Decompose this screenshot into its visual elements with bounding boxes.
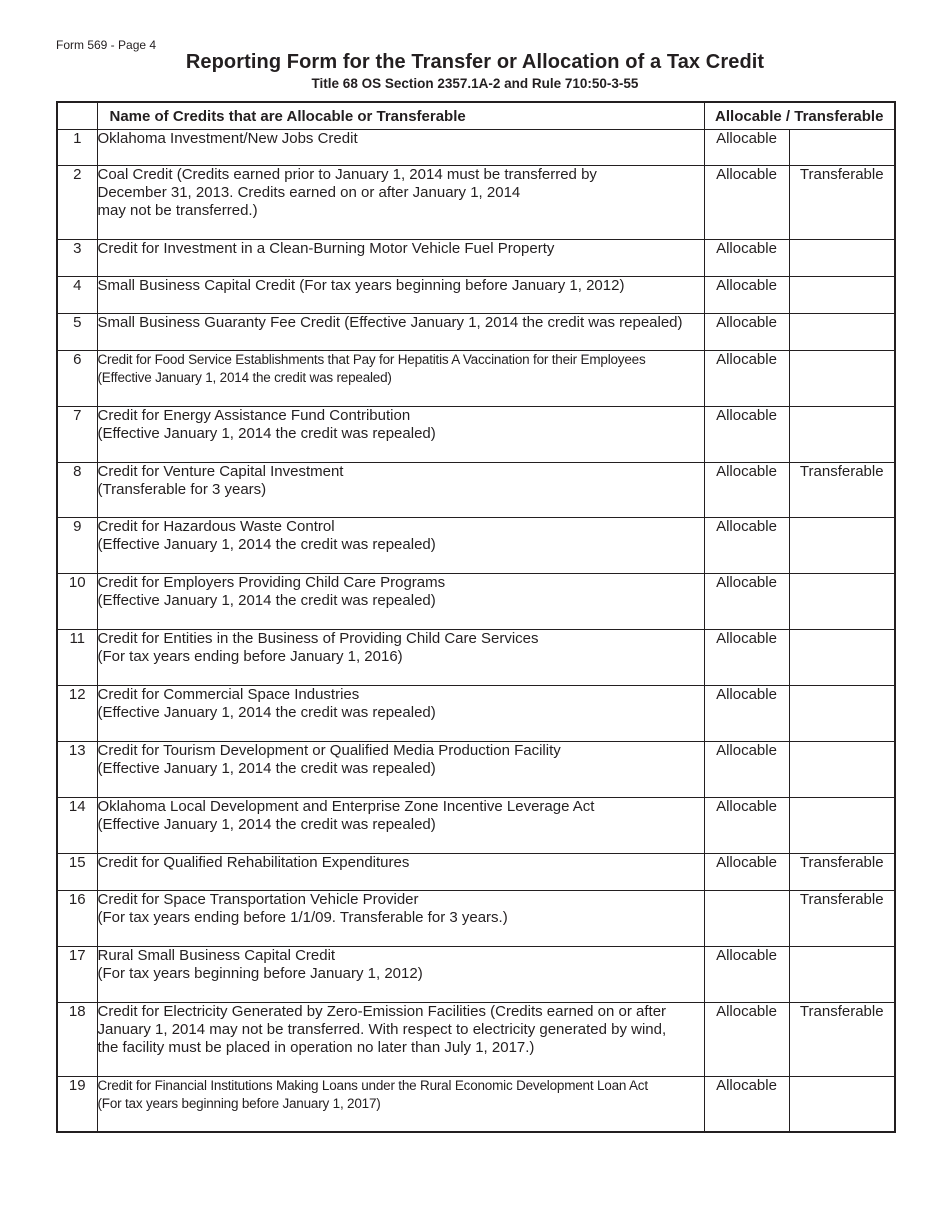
credit-name <box>97 407 704 463</box>
credit-name-line: Rural Small Business Capital Credit <box>97 947 336 964</box>
allocable-cell: Allocable <box>704 574 789 630</box>
credit-name-line: Coal Credit (Credits earned prior to January 1, 2014 must be transferred by <box>97 166 597 183</box>
credit-name-line: (Effective January 1, 2014 the credit was repealed) <box>97 592 436 609</box>
allocable-cell: Allocable <box>704 686 789 742</box>
transferable-cell: Transferable <box>789 854 895 891</box>
allocable-cell: Allocable <box>704 351 789 407</box>
row-number: 5 <box>57 314 97 351</box>
credit-name-line: (Effective January 1, 2014 the credit was repealed) <box>97 536 436 553</box>
row-number: 3 <box>57 240 97 277</box>
credit-name-line: Oklahoma Local Development and Enterprise Zone Incentive Leverage Act <box>97 798 595 815</box>
credit-name-line: December 31, 2013. Credits earned on or after January 1, 2014 <box>97 184 521 201</box>
credit-name <box>97 686 704 742</box>
row-number: 4 <box>57 277 97 314</box>
credit-name-line: (Transferable for 3 years) <box>97 481 267 498</box>
allocable-cell: Allocable <box>704 1077 789 1132</box>
transferable-cell <box>789 1077 895 1132</box>
row-number: 18 <box>57 1003 97 1077</box>
credit-name-line: may not be transferred.) <box>97 202 258 219</box>
transferable-cell: Transferable <box>789 463 895 518</box>
credit-name-line: (For tax years beginning before January 1, 2017) <box>97 1096 381 1111</box>
form-title: Reporting Form for the Transfer or Allocation of a Tax Credit <box>185 51 765 73</box>
row-number: 7 <box>57 407 97 463</box>
allocable-cell: Allocable <box>704 947 789 1003</box>
credit-name <box>97 351 704 407</box>
allocable-cell: Allocable <box>704 854 789 891</box>
credit-name-line: Credit for Tourism Development or Qualified Media Production Facility <box>97 742 561 759</box>
credit-name <box>97 240 704 277</box>
credits-table <box>56 101 896 1133</box>
row-number: 6 <box>57 351 97 407</box>
credit-name <box>97 166 704 240</box>
transferable-cell <box>789 798 895 854</box>
row-number: 10 <box>57 574 97 630</box>
credit-name <box>97 277 704 314</box>
credit-name-line: Credit for Commercial Space Industries <box>97 686 360 703</box>
allocable-cell: Allocable <box>704 518 789 574</box>
table-row <box>57 798 895 854</box>
allocable-cell: Allocable <box>704 630 789 686</box>
table-header-row <box>57 102 895 130</box>
row-number: 13 <box>57 742 97 798</box>
credit-name-line: Credit for Venture Capital Investment <box>97 463 344 480</box>
form-page-label: Form 569 - Page 4 <box>56 38 157 52</box>
transferable-cell <box>789 947 895 1003</box>
credit-name <box>97 518 704 574</box>
transferable-cell <box>789 314 895 351</box>
allocable-cell: Allocable <box>704 314 789 351</box>
allocable-cell: Allocable <box>704 798 789 854</box>
transferable-cell <box>789 518 895 574</box>
credit-name-line: Credit for Financial Institutions Making Loans under the Rural Economic Development Loan Act <box>97 1078 648 1093</box>
allocable-cell <box>704 891 789 947</box>
credit-name-line: (Effective January 1, 2014 the credit was repealed) <box>97 425 436 442</box>
table-row <box>57 130 895 166</box>
credit-name-column-header: Name of Credits that are Allocable or Transferable <box>97 102 704 130</box>
allocable-cell: Allocable <box>704 130 789 166</box>
table-row <box>57 463 895 518</box>
credit-name <box>97 742 704 798</box>
credit-name-line: Credit for Space Transportation Vehicle Provider <box>97 891 419 908</box>
credit-name-line: (Effective January 1, 2014 the credit was repealed) <box>97 370 392 385</box>
credit-name-line: Credit for Hazardous Waste Control <box>97 518 335 535</box>
table-row <box>57 891 895 947</box>
transferable-cell <box>789 574 895 630</box>
credit-name-line: Credit for Electricity Generated by Zero-Emission Facilities (Credits earned on or after <box>97 1003 667 1020</box>
credit-rows <box>57 130 895 1132</box>
credit-name-line: Credit for Energy Assistance Fund Contribution <box>97 407 411 424</box>
form-subtitle: Title 68 OS Section 2357.1A-2 and Rule 710:50-3-55 <box>311 76 639 91</box>
credit-name-line: Small Business Capital Credit (For tax years beginning before January 1, 2012) <box>97 277 625 294</box>
table-row <box>57 277 895 314</box>
allocable-cell: Allocable <box>704 742 789 798</box>
table-row <box>57 686 895 742</box>
credit-name <box>97 630 704 686</box>
row-number: 15 <box>57 854 97 891</box>
table-row <box>57 240 895 277</box>
table-row <box>57 351 895 407</box>
row-number: 16 <box>57 891 97 947</box>
number-column-header <box>57 102 97 130</box>
row-number: 11 <box>57 630 97 686</box>
credit-name-line: (Effective January 1, 2014 the credit was repealed) <box>97 816 436 833</box>
transferable-cell <box>789 407 895 463</box>
credit-name <box>97 1003 704 1077</box>
credit-name-line: Credit for Investment in a Clean-Burning Motor Vehicle Fuel Property <box>97 240 555 257</box>
credit-name-line: (For tax years ending before 1/1/09. Transferable for 3 years.) <box>97 909 508 926</box>
row-number: 14 <box>57 798 97 854</box>
table-row <box>57 630 895 686</box>
credit-name <box>97 854 704 891</box>
transferable-cell: Transferable <box>789 1003 895 1077</box>
transferable-cell <box>789 742 895 798</box>
row-number: 19 <box>57 1077 97 1132</box>
allocable-cell: Allocable <box>704 166 789 240</box>
transferable-cell <box>789 351 895 407</box>
allocable-cell: Allocable <box>704 407 789 463</box>
credit-name <box>97 314 704 351</box>
credit-name <box>97 130 704 166</box>
credit-name <box>97 1077 704 1132</box>
credit-name-line: (Effective January 1, 2014 the credit was repealed) <box>97 704 436 721</box>
transferable-cell: Transferable <box>789 891 895 947</box>
table-row <box>57 742 895 798</box>
table-row <box>57 1003 895 1077</box>
transferable-cell <box>789 277 895 314</box>
row-number: 17 <box>57 947 97 1003</box>
credit-name-line: Small Business Guaranty Fee Credit (Effective January 1, 2014 the credit was repealed) <box>97 314 683 331</box>
credit-name-line: Credit for Employers Providing Child Care Programs <box>97 574 446 591</box>
allocable-cell: Allocable <box>704 240 789 277</box>
credit-name <box>97 947 704 1003</box>
row-number: 8 <box>57 463 97 518</box>
table-row <box>57 314 895 351</box>
transferable-cell <box>789 686 895 742</box>
table-row <box>57 166 895 240</box>
credit-name <box>97 891 704 947</box>
credit-name-line: (For tax years beginning before January 1, 2012) <box>97 965 423 982</box>
credit-name-line: (For tax years ending before January 1, 2016) <box>97 648 403 665</box>
table-row <box>57 1077 895 1132</box>
credit-name-line: Credit for Food Service Establishments that Pay for Hepatitis A Vaccination for their Employees <box>97 352 646 367</box>
credit-name-line: the facility must be placed in operation no later than July 1, 2017.) <box>97 1039 535 1056</box>
credit-name-line: Credit for Qualified Rehabilitation Expenditures <box>97 854 410 871</box>
credit-name <box>97 463 704 518</box>
row-number: 12 <box>57 686 97 742</box>
allocable-cell: Allocable <box>704 277 789 314</box>
row-number: 9 <box>57 518 97 574</box>
transferable-cell <box>789 130 895 166</box>
table-row <box>57 947 895 1003</box>
transferable-cell <box>789 630 895 686</box>
credit-name-line: (Effective January 1, 2014 the credit was repealed) <box>97 760 436 777</box>
row-number: 1 <box>57 130 97 166</box>
credit-name-line: Credit for Entities in the Business of Providing Child Care Services <box>97 630 539 647</box>
table-row <box>57 518 895 574</box>
table-row <box>57 574 895 630</box>
credit-name-line: January 1, 2014 may not be transferred. With respect to electricity generated by wind, <box>97 1021 667 1038</box>
transferable-cell <box>789 240 895 277</box>
row-number: 2 <box>57 166 97 240</box>
credit-name <box>97 798 704 854</box>
table-row <box>57 854 895 891</box>
credit-name-line: Oklahoma Investment/New Jobs Credit <box>97 130 358 147</box>
transferable-cell: Transferable <box>789 166 895 240</box>
credit-name <box>97 574 704 630</box>
allocable-cell: Allocable <box>704 463 789 518</box>
table-row <box>57 407 895 463</box>
allocable-transferable-column-header: Allocable / Transferable <box>704 102 895 130</box>
allocable-cell: Allocable <box>704 1003 789 1077</box>
